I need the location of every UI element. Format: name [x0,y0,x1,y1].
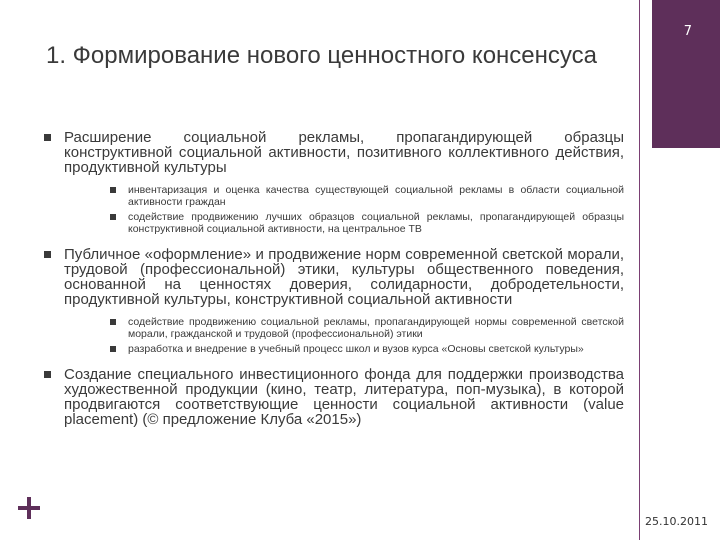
square-bullet-icon [110,214,116,220]
bullet-item-1 [44,130,624,175]
sub-bullet-text: инвентаризация и оценка качества существующей социальной рекламы в области социальной активности граждан [128,184,624,208]
accent-vertical-line [639,0,640,540]
slide-content [44,130,624,427]
slide-date: 25.10.2011 [645,515,708,528]
plus-icon [18,496,44,522]
sub-bullet-item-2-1 [110,316,624,340]
slide-title: 1. Формирование нового ценностного консенсуса [46,42,597,69]
square-bullet-icon [44,251,51,258]
square-bullet-icon [44,371,51,378]
bullet-text: Публичное «оформление» и продвижение норм современной светской морали, трудовой (профессиональной) этики, культуры общественного поведения, основанной на ценностях доверия, солидарности, добродетельности, продуктивной культуры, конструктивной социальной активности [64,246,624,308]
sub-bullet-text: содействие продвижению социальной рекламы, пропагандирующей нормы современной светской морали, гражданской и трудовой (профессиональной) этики [128,316,624,340]
accent-corner-block [652,0,720,148]
bullet-item-3 [44,367,624,427]
sub-bullet-item-1-2 [110,211,624,235]
sub-bullet-text: разработка и внедрение в учебный процесс школ и вузов курса «Основы светской культуры» [128,343,584,355]
square-bullet-icon [110,187,116,193]
sub-bullet-item-2-2 [110,343,624,355]
bullet-text: Создание специального инвестиционного фонда для поддержки производства художественной продукции (кино, театр, литература, поп-музыка), в которой продвигаются соответствующие ценности социальной активности (value placement) (© предложение Клуба «2015») [64,366,624,428]
sub-bullet-item-1-1 [110,184,624,208]
square-bullet-icon [110,319,116,325]
bullet-item-2 [44,247,624,307]
square-bullet-icon [110,346,116,352]
page-number: 7 [683,24,692,39]
bullet-text: Расширение социальной рекламы, пропагандирующей образцы конструктивной социальной активности, позитивного коллективного действия, продуктивной культуры [64,129,624,176]
square-bullet-icon [44,134,51,141]
sub-bullet-text: содействие продвижению лучших образцов социальной рекламы, пропагандирующей образцы конструктивной социальной активности, на центральное ТВ [128,211,624,235]
